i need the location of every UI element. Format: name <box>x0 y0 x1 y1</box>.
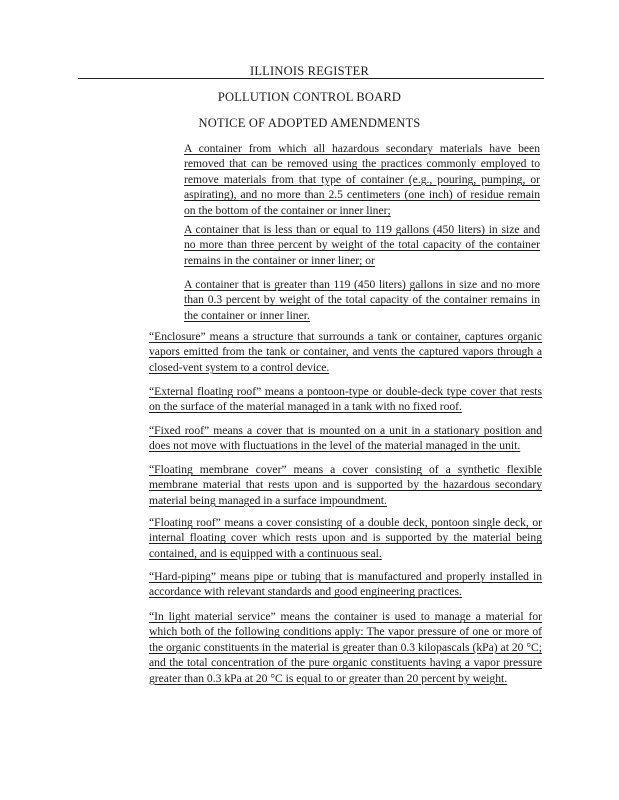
definition-external-floating-roof: “External floating roof” means a pontoon-type or double-deck type cover that rests on the surface of the material managed in a tank with no fixed roof. <box>149 385 542 414</box>
notice-title: NOTICE OF ADOPTED AMENDMENTS <box>198 116 421 130</box>
header-rule <box>78 78 544 79</box>
definition-floating-roof: “Floating roof” means a cover consisting of a double deck, pontoon single deck, or internal floating cover which rests upon and is supported by the material being contained, and is equipped with a continuous seal. <box>149 516 542 560</box>
definition-light-material-service: “In light material service” means the container is used to manage a material for which both of the following conditions apply: The vapor pressure of one or more of the organic constituents in the material is greater than 0.3 kilopascals (kPa) at 20 °C; and the total concentration of the pure organic constituents having a vapor pressure greater than 0.3 kPa at 20 °C is equal to or greater than 20 percent by weight. <box>149 610 542 685</box>
definition-enclosure: “Enclosure” means a structure that surrounds a tank or container, captures organic vapors emitted from the tank or container, and vents the captured vapors through a closed-vent system to a control device. <box>149 330 542 374</box>
definition-fixed-roof: “Fixed roof” means a cover that is mounted on a unit in a stationary position and does not move with fluctuations in the level of the material managed in the unit. <box>149 424 542 453</box>
register-title: ILLINOIS REGISTER <box>249 64 369 78</box>
definition-paragraph: A container that is greater than 119 (450 liters) gallons in size and no more than 0.3 percent by weight of the total capacity of the container remains in the container or inner liner. <box>184 278 540 322</box>
definition-floating-membrane-cover: “Floating membrane cover” means a cover consisting of a synthetic flexible membrane material that rests upon and is supported by the hazardous secondary material being managed in a surface impoundment. <box>149 463 542 507</box>
definition-paragraph: A container from which all hazardous secondary materials have been removed that can be removed using the practices commonly employed to remove materials from that type of container (e.g., pouring, pumping, or aspirating), and no more than 2.5 centimeters (one inch) of residue remain on the bottom of the container or inner liner; <box>184 142 540 217</box>
board-title: POLLUTION CONTROL BOARD <box>217 90 402 104</box>
definition-hard-piping: “Hard-piping” means pipe or tubing that is manufactured and properly installed in accordance with relevant standards and good engineering practices. <box>149 570 542 599</box>
definition-paragraph: A container that is less than or equal to 119 gallons (450 liters) in size and no more than three percent by weight of the total capacity of the container remains in the container or inner liner; or <box>184 223 540 267</box>
